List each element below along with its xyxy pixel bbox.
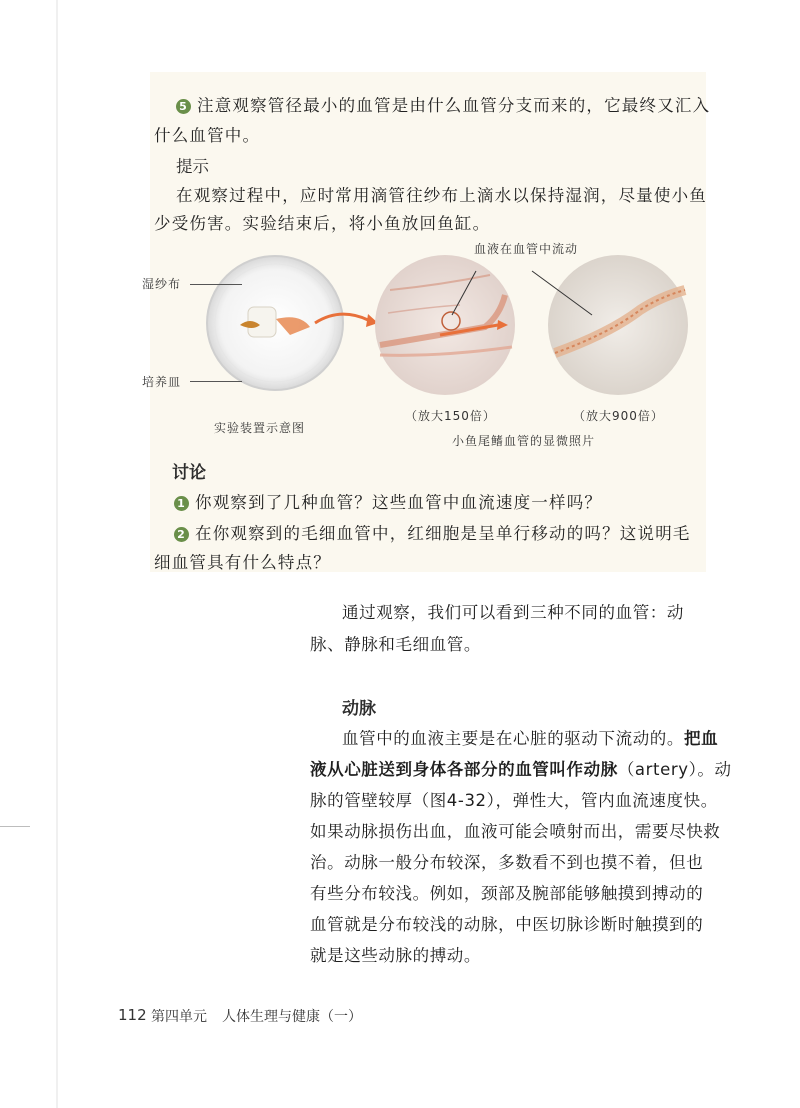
artery-line6: 有些分布较浅。例如，颈部及腕部能够触摸到搏动的 bbox=[310, 884, 704, 903]
q1-text: 你观察到了几种血管？这些血管中血流速度一样吗？ bbox=[195, 493, 603, 512]
caption-micrograph: 小鱼尾鳍血管的显微照片 bbox=[452, 434, 596, 448]
step5-badge: 5 bbox=[176, 99, 191, 114]
artery-line1-bold: 把血 bbox=[684, 729, 719, 748]
q2-text-1: 在你观察到的毛细血管中，红细胞是呈单行移动的吗？这说明毛 bbox=[195, 524, 691, 543]
discussion-q1 bbox=[174, 489, 602, 513]
q1-badge: 1 bbox=[174, 496, 189, 511]
footer-chapter: 人体生理与健康（一） bbox=[222, 1009, 362, 1025]
footer-unit: 第四单元 bbox=[151, 1009, 207, 1025]
caption-setup: 实验装置示意图 bbox=[214, 421, 306, 435]
hint-title: 提示 bbox=[176, 157, 209, 176]
discussion-q2-line2: 细血管具有什么特点？ bbox=[154, 553, 331, 572]
magnification-900: （放大900倍） bbox=[573, 409, 664, 423]
q2-badge: 2 bbox=[174, 527, 189, 542]
discussion-q2-line1 bbox=[174, 520, 691, 544]
magnification-150: （放大150倍） bbox=[405, 409, 496, 423]
leader-wet-gauze bbox=[190, 284, 242, 285]
label-petri-dish: 培养皿 bbox=[142, 375, 182, 389]
step5-line2: 什么血管中。 bbox=[154, 126, 261, 145]
label-blood-flow: 血液在血管中流动 bbox=[474, 242, 579, 256]
artery-line8: 就是这些动脉的搏动。 bbox=[310, 946, 481, 965]
microscope-view-150x bbox=[375, 255, 515, 395]
margin-tick bbox=[0, 826, 30, 827]
step5-line1 bbox=[176, 92, 710, 116]
artery-definition: 液从心脏送到身体各部分的血管叫作动脉 bbox=[310, 760, 618, 779]
microscope-view-900x bbox=[548, 255, 688, 395]
intro-line2: 脉、静脉和毛细血管。 bbox=[310, 635, 481, 654]
intro-line1: 通过观察，我们可以看到三种不同的血管：动 bbox=[342, 603, 684, 622]
artery-line3: 脉的管壁较厚（图4-32），弹性大，管内血流速度快。 bbox=[310, 791, 718, 810]
artery-line5: 治。动脉一般分布较深，多数看不到也摸不着，但也 bbox=[310, 853, 704, 872]
petri-dish bbox=[207, 256, 343, 390]
artery-line2-rest: （artery）。动 bbox=[617, 760, 732, 779]
artery-line7: 血管就是分布较浅的动脉，中医切脉诊断时触摸到的 bbox=[310, 915, 704, 934]
leader-petri-dish bbox=[190, 381, 242, 382]
step5-text-1: 注意观察管径最小的血管是由什么血管分支而来的，它最终又汇入 bbox=[197, 96, 711, 115]
artery-line4: 如果动脉损伤出血，血液可能会喷射而出，需要尽快救 bbox=[310, 822, 721, 841]
label-wet-gauze: 湿纱布 bbox=[142, 277, 182, 291]
discussion-title: 讨论 bbox=[172, 463, 206, 483]
page-gutter bbox=[56, 0, 58, 1108]
artery-line1 bbox=[342, 724, 718, 755]
hint-line2: 少受伤害。实验结束后，将小鱼放回鱼缸。 bbox=[154, 214, 491, 233]
artery-line1-text: 血管中的血液主要是在心脏的驱动下流动的。 bbox=[342, 729, 684, 748]
artery-title: 动脉 bbox=[342, 699, 376, 719]
hint-line1: 在观察过程中，应时常用滴管往纱布上滴水以保持湿润，尽量使小鱼 bbox=[176, 186, 707, 205]
artery-line2 bbox=[310, 755, 732, 786]
page-number: 112 bbox=[118, 1006, 147, 1024]
